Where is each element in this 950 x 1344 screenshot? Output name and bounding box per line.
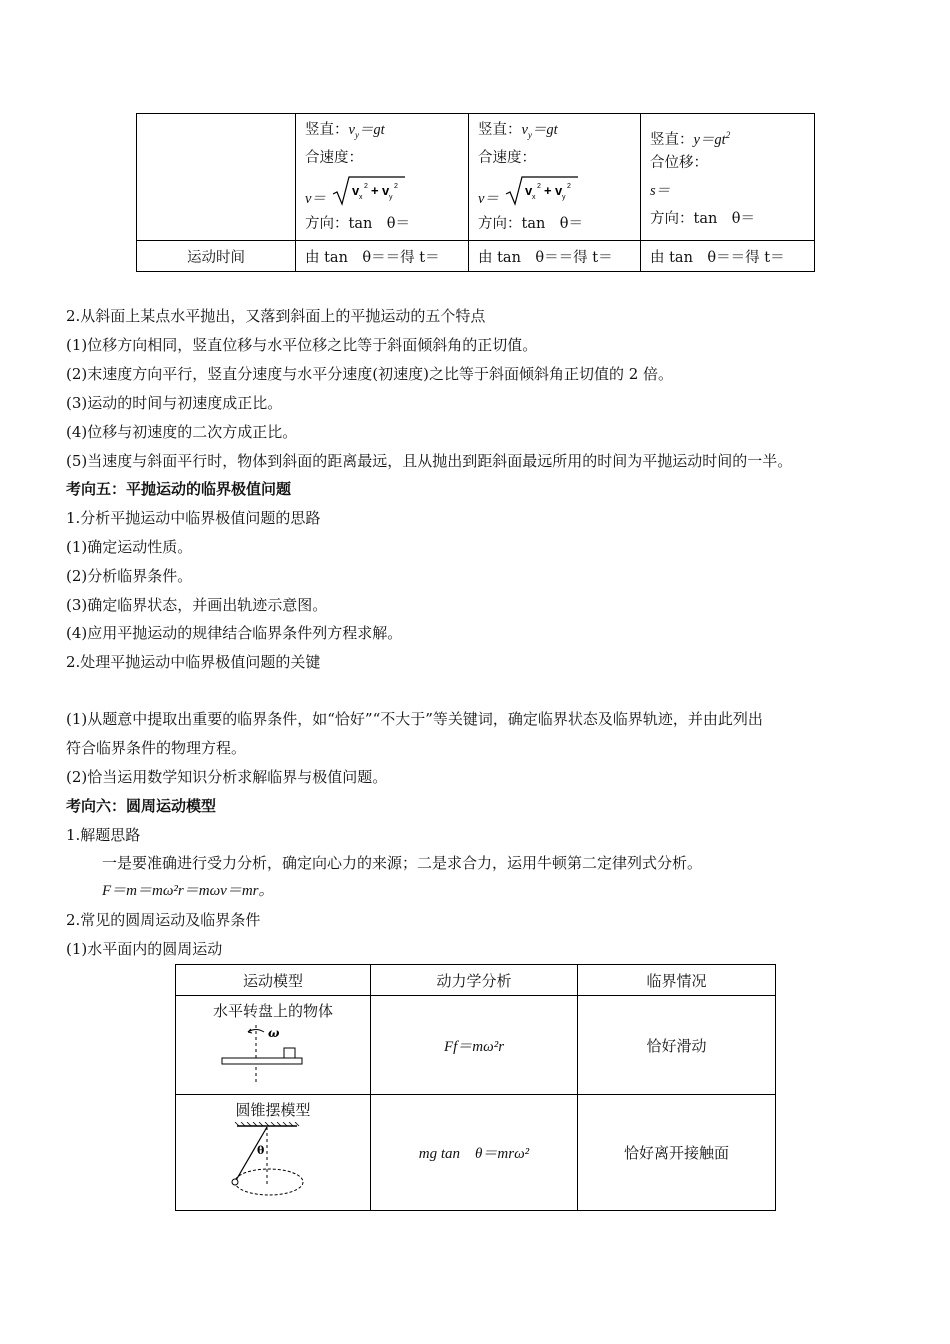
paragraph-line: 1.分析平抛运动中临界极值问题的思路 <box>66 509 321 527</box>
svg-text:v: v <box>351 183 359 198</box>
sqrt-formula <box>504 174 580 208</box>
svg-text:x: x <box>358 194 363 201</box>
formula-line: F＝m＝mω²r＝mωv＝mr。 <box>102 883 274 899</box>
paragraph-line: (2)末速度方向平行，竖直分速度与水平分速度(初速度)之比等于斜面倾斜角正切值的 2 倍。 <box>66 365 674 383</box>
cell-displacement: 竖直：$y=gt^2$ 合位移： s＝ 方向：tan θ＝ <box>641 114 815 241</box>
section-heading: 考向六：圆周运动模型 <box>66 797 217 815</box>
analysis-conical: mg tan θ＝mrω² <box>371 1095 578 1211</box>
model-label: 水平转盘上的物体 <box>212 1002 333 1020</box>
svg-text:v: v <box>524 183 532 198</box>
paragraph-line: (3)运动的时间与初速度成正比。 <box>66 394 283 412</box>
circular-motion-table <box>175 964 776 1211</box>
omega-symbol: ω <box>268 1026 280 1040</box>
header-critical: 临界情况 <box>578 965 776 996</box>
motion-time-label: 运动时间 <box>137 241 296 272</box>
paragraph-line: 符合临界条件的物理方程。 <box>66 739 247 757</box>
svg-text:2: 2 <box>566 183 571 190</box>
svg-text:+: + <box>370 183 379 198</box>
time-cell-b: 由 tan θ＝＝得 t＝ <box>469 241 641 272</box>
paragraph-line: (3)确定临界状态，并画出轨迹示意图。 <box>66 596 328 614</box>
svg-text:x: x <box>531 194 536 201</box>
critical-conical: 恰好离开接触面 <box>578 1095 776 1211</box>
header-analysis: 动力学分析 <box>371 965 578 996</box>
paragraph-line: 2.处理平抛运动中临界极值问题的关键 <box>66 653 321 671</box>
conical-pendulum-diagram <box>213 1122 333 1202</box>
paragraph-line: (4)应用平抛运动的规律结合临界条件列方程求解。 <box>66 624 403 642</box>
svg-text:v: v <box>381 183 389 198</box>
section-heading: 考向五：平抛运动的临界极值问题 <box>66 480 292 498</box>
paragraph-line: 2.从斜面上某点水平抛出，又落到斜面上的平抛运动的五个特点 <box>66 307 486 325</box>
svg-text:2: 2 <box>536 183 541 190</box>
paragraph-line: 2.常见的圆周运动及临界条件 <box>66 911 261 929</box>
paragraph-line: (5)当速度与斜面平行时，物体到斜面的距离最远，且从抛出到距斜面最远所用的时间为平抛运动时间的一半。 <box>66 452 793 470</box>
empty-cell <box>137 114 296 241</box>
svg-text:+: + <box>543 183 552 198</box>
paragraph-line: (1)水平面内的圆周运动 <box>66 940 223 958</box>
model-cell-conical <box>176 1095 371 1211</box>
svg-text:v: v <box>554 183 562 198</box>
header-model: 运动模型 <box>176 965 371 996</box>
sqrt-formula <box>331 174 407 208</box>
cell-velocity-a: 竖直：$v_y=gt$ 合速度： v＝ v x 2 + v y 2 方向：tan θ＝ <box>296 114 469 241</box>
paragraph-line: (2)恰当运用数学知识分析求解临界与极值问题。 <box>66 768 388 786</box>
theta-symbol: θ <box>257 1144 265 1157</box>
paragraph-line: (1)位移方向相同，竖直位移与水平位移之比等于斜面倾斜角的正切值。 <box>66 336 538 354</box>
model-label: 圆锥摆模型 <box>235 1101 311 1119</box>
cell-velocity-b: 竖直：$v_y=gt$ 合速度： v＝ v x 2 + v y 2 方向：tan θ＝ <box>469 114 641 241</box>
paragraph-line: (1)从题意中提取出重要的临界条件，如“恰好”“不大于”等关键词，确定临界状态及临界轨迹，并由此列出 <box>66 710 763 728</box>
svg-text:2: 2 <box>363 183 368 190</box>
paragraph-line: 1.解题思路 <box>66 826 141 844</box>
model-cell-turntable <box>176 996 371 1095</box>
time-cell-c: 由 tan θ＝＝得 t＝ <box>641 241 815 272</box>
paragraph-line: (1)确定运动性质。 <box>66 538 193 556</box>
critical-turntable: 恰好滑动 <box>578 996 776 1095</box>
analysis-turntable: Ff＝mω²r <box>371 996 578 1095</box>
svg-text:y: y <box>388 194 393 201</box>
time-cell-a: 由 tan θ＝＝得 t＝ <box>296 241 469 272</box>
paragraph-line: (2)分析临界条件。 <box>66 567 193 585</box>
turntable-diagram <box>218 1023 328 1087</box>
paragraph-line: (4)位移与初速度的二次方成正比。 <box>66 423 298 441</box>
paragraph-line: 一是要准确进行受力分析，确定向心力的来源；二是求合力，运用牛顿第二定律列式分析。 <box>102 854 703 872</box>
svg-text:2: 2 <box>393 183 398 190</box>
svg-text:y: y <box>561 194 566 201</box>
projectile-table <box>136 113 815 272</box>
